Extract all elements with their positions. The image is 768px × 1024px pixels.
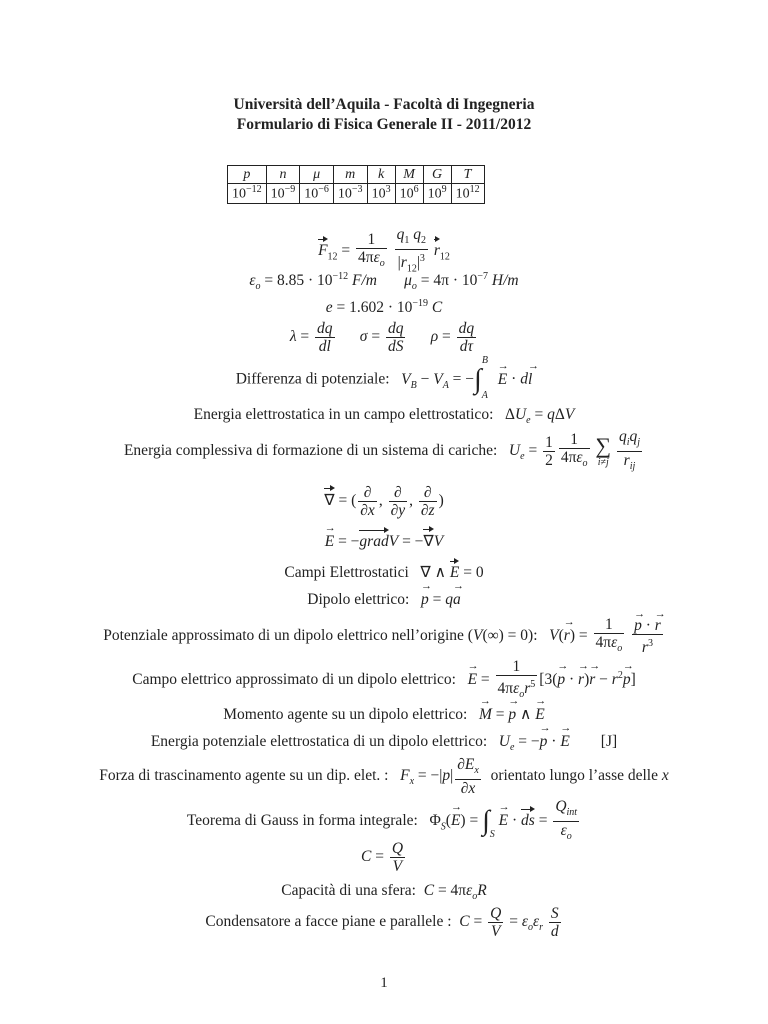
formation-energy-label: Energia complessiva di formazione di un sistema di cariche: (123, 442, 498, 460)
charge-unit: C (431, 299, 443, 317)
charge-value: 1.602 (349, 299, 384, 317)
dipole-energy-label: Energia potenziale elettrostatica di un dipolo elettrico: (150, 733, 488, 750)
mu0-unit: H/m (491, 272, 519, 290)
potential-difference-label: Differenza di potenziale: (235, 370, 390, 388)
prefix-symbol-cell: p (228, 166, 267, 184)
document-title: Formulario di Fisica Generale II - 2011/2012 (236, 116, 532, 133)
parallel-capacitor-label: Condensatore a facce piane e parallele : (205, 913, 452, 931)
prefix-power-cell: $10^{-6}$ (300, 184, 334, 204)
sphere-capacitance-label: Capacità di una sfera: (281, 882, 416, 899)
charge-exponent: −19 (412, 298, 429, 309)
prefix-symbol-cell: M (395, 166, 423, 184)
prefix-power-cell: $10^{12}$ (451, 184, 484, 204)
elementary-charge: $e = 1.602 \cdot 10^{-19}$ C (325, 298, 443, 317)
drag-force: Forza di trascinamento agente su un dip. elet. : $F_x = -|p|$ $\frac{\partial E_x}{\partial x}$ orientato lungo l’asse delle x (99, 756, 669, 798)
dipole-potential: Potenziale approssimato di un dipolo elettrico nell’origine (V(∞) = 0): V(→ r) = $\frac{1}{4\pi\varepsilon_o}$ → $\frac{p \cdot \to r}{r^3}$ (0, 616, 768, 657)
prefix-power-cell: $10^{-9}$ (266, 184, 300, 204)
gauss-theorem-label: Teorema di Gauss in forma integrale: (186, 812, 418, 830)
prefix-symbol-row (228, 166, 485, 184)
coulomb-law: $F_{12}$ = $\frac{1}{4\pi\varepsilon_o}$ $\frac{q_1 q_2}{|r_{12}|^3}$ $r_{12}$ (318, 226, 450, 275)
dipole-potential-label: Potenziale approssimato di un dipolo elettrico nell’origine (103, 627, 464, 645)
prefix-symbol-cell: μ (300, 166, 334, 184)
prefix-symbol-cell: n (266, 166, 300, 184)
electric-dipole-label: Dipolo elettrico: (307, 591, 410, 608)
potential-difference: Differenza di potenziale: $V_B - V_A = -\int_A^B \to E \cdot d\to l$ (0, 364, 768, 396)
energy-unit: [J] (600, 733, 618, 750)
dipole-field-label: Campo elettrico approssimato di un dipolo elettrico: (132, 671, 456, 689)
epsilon0-unit: F/m (352, 272, 377, 290)
epsilon0-value: 8.85 (276, 272, 305, 290)
vacuum-constants: $\varepsilon_o = 8.85 \cdot 10^{-12}$ F/m $\mu_o = 4\pi \cdot 10^{-7}$ H/m (249, 271, 519, 293)
prefix-power-row (228, 184, 485, 204)
dipole-torque: Momento agente su un dipolo elettrico: → M = → p ∧ → E (0, 705, 768, 724)
university-header: Università dell’Aquila - Facoltà di Ingegneria (233, 96, 535, 113)
prefix-power-cell: $10^6$ (395, 184, 423, 204)
prefix-symbol-cell: G (423, 166, 451, 184)
dipole-torque-label: Momento agente su un dipolo elettrico: (223, 706, 468, 723)
parallel-capacitor: Condensatore a facce piane e parallele : C = $\frac{Q}{V}$ = $\varepsilon_o\varepsilon_r$ $\frac{S}{d}$ (205, 905, 559, 940)
electrostatic-fields-label: Campi Elettrostatici (284, 564, 409, 581)
prefix-table (227, 165, 485, 204)
mu0-value: 4π (433, 272, 449, 290)
capacitance: C = $\frac{Q}{V}$ (360, 840, 404, 875)
gauss-theorem: Teorema di Gauss in forma integrale: $\Phi_S(\to E) = \int_S \to E$ · ds = $\frac{Q_{int}}{\varepsilon_o}$ (0, 798, 768, 845)
electrostatic-fields: Campi Elettrostatici ∇ ∧ E = 0 (284, 564, 484, 581)
prefix-power-cell: $10^{-3}$ (333, 184, 367, 204)
field-gradient: → E = −gradV = −∇V (0, 532, 768, 551)
page-number: 1 (380, 975, 388, 991)
mu0-exponent: −7 (477, 271, 489, 282)
prefix-power-cell: $10^{-12}$ (228, 184, 267, 204)
formation-energy: Energia complessiva di formazione di un sistema di cariche: $U_e$ = $\frac{1}{2}$ $\frac{1}{4\pi\varepsilon_o}$ ∑ i≠j $\frac{q_iq_j}{r_{ij}}$ (123, 428, 641, 473)
prefix-symbol-cell: m (333, 166, 367, 184)
prefix-symbol-cell: T (451, 166, 484, 184)
dipole-field: Campo elettrico approssimato di un dipolo elettrico: → E = $\frac{1}{4\pi\varepsilon_or^5}$ [3(→ p · → $r)\to r - r^2\to p$] (0, 658, 768, 703)
drag-force-label: Forza di trascinamento agente su un dip. elet. : (99, 767, 389, 785)
prefix-symbol-cell: k (367, 166, 395, 184)
drag-force-suffix: orientato lungo l’asse delle (490, 767, 658, 785)
electric-dipole: Dipolo elettrico: → p = q→ a (0, 591, 768, 609)
charge-densities: λ = $\frac{dq}{dl}$ σ = $\frac{dq}{dS}$ ρ = $\frac{dq}{d\tau}$ (289, 320, 475, 355)
dipole-energy: Energia potenziale elettrostatica di un dipolo elettrico: $U_e$ = −→ p · → E [J] (0, 733, 768, 753)
prefix-power-cell: $10^3$ (367, 184, 395, 204)
prefix-power-cell: $10^9$ (423, 184, 451, 204)
electrostatic-energy: Energia elettrostatica in un campo elettrostatico: $\Delta U_e = q\Delta V$ (193, 406, 575, 427)
epsilon0-exponent: −12 (332, 271, 349, 282)
electrostatic-energy-label: Energia elettrostatica in un campo elettrostatico: (193, 406, 494, 423)
sphere-capacitance: Capacità di una sfera: $C = 4\pi\varepsilon_oR$ (281, 882, 487, 903)
nabla-operator: ∇ = ( $\frac{\partial}{\partial x}$ , $\frac{\partial}{\partial y}$ , $\frac{\partial}{\partial z}$ ) (324, 484, 444, 519)
